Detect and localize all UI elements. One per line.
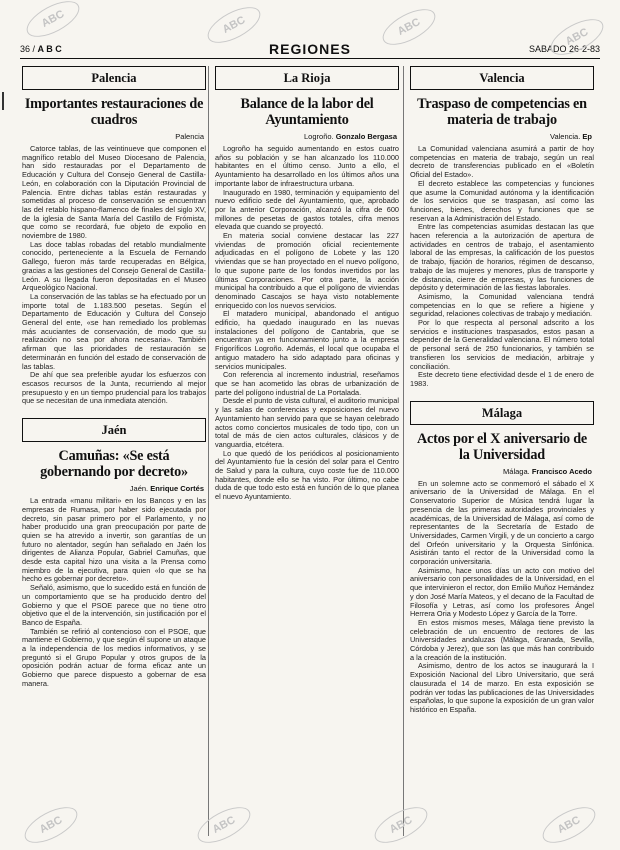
region-label-jaen: Jaén bbox=[22, 418, 206, 442]
paragraph: La Comunidad valenciana asumirá a partir de hoy competencias en materia de trabajo, según un real decreto de transferencias publicado en el «Boletín Oficial del Estado». bbox=[410, 144, 594, 180]
paragraph: Señaló, asimismo, que lo sucedido está en función de un comportamiento que se ha producido dentro del Gobierno y que el PSOE parece que no tiene otro objetivo que el de la intervención, sin justificación por el Banco de España. bbox=[22, 583, 206, 627]
paragraph: Por lo que respecta al personal adscrito a los servicios e instituciones traspasados, estos pasan a depender de la Generalidad valenciana. El número total de personal será de 250 funcionarios, y también se transfieren los servicios de mediación, arbitraje y conciliación. bbox=[410, 318, 594, 371]
paragraph: La entrada «manu militari» en los Bancos y en las empresas de Rumasa, por haber sido ejecutada por decreto, sin pasar primero por el Parlamento, y no haber producido una gran preocupación por parte de quien se ha atrevido a invertir, son garantías de un futuro no alentador, según han señalado en Jaén los dirigentes de Alianza Popular, Gabriel Camuñas, que desde esta capital hizo una visita a la Prensa como miembro de la ejecutiva, para quien «lo que se ha hecho es gobernar por decreto». bbox=[22, 496, 206, 584]
paragraph: De ahí que sea preferible ayudar los esfuerzos con escasos recursos de la Junta, recurriendo al mejor presupuesto y en un tiempo prudencial para los trabajos que se necesitan de una inmediata atención. bbox=[22, 370, 206, 406]
article-palencia bbox=[22, 66, 206, 406]
paragraph: En estos mismos meses, Málaga tiene previsto la celebración de un encuentro de rectores de las Universidades andaluzas (Málaga, Granada, Sevilla, Córdoba y Jerez), que son las que más han contribuido a la creación de la institución. bbox=[410, 617, 594, 662]
byline-jaen: Jaén. Enrique Cortés bbox=[129, 484, 204, 494]
margin-mark bbox=[2, 92, 4, 110]
page-number: 36 / A B C bbox=[20, 44, 62, 54]
watermark-stamp: ABC bbox=[537, 800, 600, 850]
article-jaen bbox=[22, 418, 206, 688]
byline-palencia: Palencia bbox=[175, 132, 204, 141]
headline-valencia: Traspaso de competencias en materia de trabajo bbox=[417, 96, 587, 128]
paragraph: Asimismo, dentro de los actos se inaugurará la I Exposición Nacional del Libro Universitario, que será clausurada el 14 de marzo. En esta exposición se podrán ver todas las publicaciones de las Universidades españolas, lo que supone la exposición de un gran valor histórico en España. bbox=[410, 661, 594, 714]
headline-malaga: Actos por el X aniversario de la Universidad bbox=[416, 430, 588, 463]
paragraph: Entre las competencias asumidas destacan las que hacen referencia a la autorización de apertura de actividades en centros de trabajo, el asentamiento laboral de las empresas, la calificación de los puestos de trabajo, fijación de horarios, régimen de descanso, trabajo de las mujeres y menores, plus de transporte y de distancia, cierre de empresas, y las funciones de depósito y determinación de las fiestas laborales. bbox=[410, 222, 594, 293]
masthead bbox=[20, 41, 600, 59]
headline-rioja: Balance de la labor del Ayuntamiento bbox=[240, 96, 374, 128]
paragraph: Desde el punto de vista cultural, el auditorio municipal y las salas de conferencias y exposiciones del nuevo Ayuntamiento han servido para que se hayan celebrado actos como conciertos musicales de todo tipo, con un total de más de cien actos culturales, clásicos y de vanguardia, etcétera. bbox=[215, 396, 399, 449]
watermark-stamp: ABC bbox=[21, 0, 84, 44]
watermark-stamp: ABC bbox=[545, 12, 608, 62]
paper-name: A B C bbox=[37, 44, 62, 54]
watermark-stamp: ABC bbox=[202, 0, 265, 50]
paragraph: Catorce tablas, de las veintinueve que componen el magnífico retablo del Museo Diocesano de Palencia, han sido restauradas por el Departamento de Educación y Cultura del Consejo General de Castilla-León, en colaboración con la Diputación Provincial de Palencia. Entre dichas tablas están restauradas y sometidas al proceso de conservación se encuentran las del retablo hispano-flamenco de finales del siglo XV, de la iglesia de Santa María del Castillo de Frómista, que como se recordará, fue objeto de expolio en noviembre de 1980. bbox=[22, 144, 206, 241]
article-rioja bbox=[215, 66, 399, 502]
column-rule bbox=[208, 66, 209, 836]
paragraph: En materia social conviene destacar las 227 viviendas de promoción oficial recientemente adjudicadas en el polígono de Lobete y las 120 viviendas que se han proyectado en el nuevo polígono, lo que supone parte de los fondos invertidos por las últimas Corporaciones. Por otra parte, la acción municipal ha contribuido a que el polígono de viviendas denominado Cascajos se haya visto notablemente enriquecido con los nuevos servicios. bbox=[215, 231, 399, 310]
byline-rioja: Logroño. Gonzalo Bergasa bbox=[304, 132, 397, 141]
column-left bbox=[22, 66, 206, 689]
column-rule bbox=[403, 66, 404, 836]
paragraph: Lo que quedó de los periódicos al posicionamiento del Ayuntamiento fue la cesión del solar para el Centro de Salud y para la cultura, cuyo coste fue de 110.000 habitantes, donde ello se ha visto. Por último, no cabe duda de que todo esto está en función de lo que planea el nuevo Ayuntamiento. bbox=[215, 448, 399, 502]
region-label-malaga: Málaga bbox=[410, 401, 594, 425]
paragraph: Las doce tablas robadas del retablo mundialmente conocido, perteneciente a la Escuela de Fernando Gallego, fueron más tarde recuperadas en Bélgica, gracias a las gestiones del Consejo General de Castilla-León. A su llegada fueron depositadas en el Museo Arqueológico Nacional. bbox=[22, 239, 206, 293]
byline-valencia: Valencia. Ep bbox=[550, 132, 592, 141]
paragraph: Logroño ha seguido aumentando en estos cuatro años su población y se han alcanzado los 110.000 habitantes en el último censo. Junto a ello, el Ayuntamiento ha desarrollado en los últimos años una importante labor de infraestructura urbana. bbox=[215, 144, 399, 188]
region-label-rioja: La Rioja bbox=[215, 66, 399, 90]
paragraph: Con referencia al incremento industrial, reseñamos que se han acometido las obras de urbanización de parte del polígono industrial de La Portalada. bbox=[215, 370, 399, 397]
watermark-stamp: ABC bbox=[192, 800, 255, 850]
paragraph: El matadero municipal, abandonado el antiguo edificio, ha quedado inaugurado en las nuevas instalaciones del polígono de Cantabria, que se encuentran ya en funcionamiento junto a la empresa Frigoríficos Logroño. Además, el local que ocupaba el antiguo matadero ha sido adaptado para oficinas y servicios municipales. bbox=[215, 309, 399, 371]
paragraph: Inaugurado en 1980, terminación y equipamiento del nuevo edificio sede del Ayuntamiento, que, aprobado por la anterior Corporación, alcanzó la cifra de 600 millones de pesetas de gastos totales, cifra menos elevada que cuando se proyectó. bbox=[215, 187, 399, 232]
paragraph: La conservación de las tablas se ha efectuado por un importe total de 1.183.500 pesetas. Según el Departamento de Educación y Cultura del Consejo General del ente, «se han remediado los problemas más acuciantes de conservación, de modo que su realización no sea por ahora necesaria». También afirman que las prioridades de restauración se determinarán en función del estado de conservación de las tablas. bbox=[22, 291, 206, 371]
section-title: REGIONES bbox=[269, 41, 351, 57]
issue-date: SABADO 26-2-83 bbox=[528, 44, 600, 54]
watermark-stamp: ABC bbox=[377, 2, 440, 52]
column-right bbox=[410, 66, 594, 715]
paragraph: En un solemne acto se conmemoró el sábado el X aniversario de la Universidad de Málaga. En el Conservatorio Superior de Música tendrá lugar la presencia de las primeras autoridades provinciales y académicas, de la Universidad de Málaga, así como de representantes de la Secretaría de Estado de Universidades, Carmen Virgili, y de un concierto a cargo del Orfeón universitario y la Orquesta Sinfónica. Asistirán tanto el rector de la Universidad como la corporación universitaria. bbox=[410, 478, 594, 567]
headline-palencia: Importantes restauraciones de cuadros bbox=[24, 96, 204, 128]
region-label-palencia: Palencia bbox=[22, 66, 206, 90]
watermark-stamp: ABC bbox=[19, 800, 82, 850]
article-valencia bbox=[410, 66, 594, 389]
headline-jaen: Camuñas: «Se está gobernando por decreto» bbox=[40, 448, 188, 481]
watermark-stamp: ABC bbox=[369, 800, 432, 850]
paragraph: También se refirió al contencioso con el PSOE, que mantiene el Gobierno, y que según él supone un ataque a la independencia de los medios informativos, y se preguntó si el Grupo Popular y otros grupos de la oposición podrán actuar de forma eficaz ante un Gobierno que parece dispuesto a gobernar de esa manera. bbox=[22, 626, 206, 688]
paragraph: Asimismo, hace unos días un acto con motivo del aniversario con personalidades de la Universidad, en el que intervinieron el rector, don Emilio Muñoz Hernández y don José María Mateos, y el decano de la Facultad de Filosofía y Letras, así como los profesores Ángel Herrera Oria y Modesto López y García de la Torre. bbox=[410, 565, 594, 619]
byline-malaga: Málaga. Francisco Acedo bbox=[503, 466, 592, 476]
region-label-valencia: Valencia bbox=[410, 66, 594, 90]
article-malaga bbox=[410, 401, 594, 715]
paragraph: Este decreto tiene efectividad desde el 1 de enero de 1983. bbox=[410, 370, 594, 388]
paragraph: El decreto establece las competencias y funciones que asume la Comunidad autónoma y la identificación de los servicios que se traspasan, así como las funciones, bienes, derechos y funciones que se reservan a la Administración del Estado. bbox=[410, 178, 594, 223]
column-center bbox=[215, 66, 399, 502]
paragraph: Asimismo, la Comunidad valenciana tendrá competencias en lo que se refiere a higiene y seguridad, relaciones colectivas de trabajo y mediación. bbox=[410, 291, 594, 319]
